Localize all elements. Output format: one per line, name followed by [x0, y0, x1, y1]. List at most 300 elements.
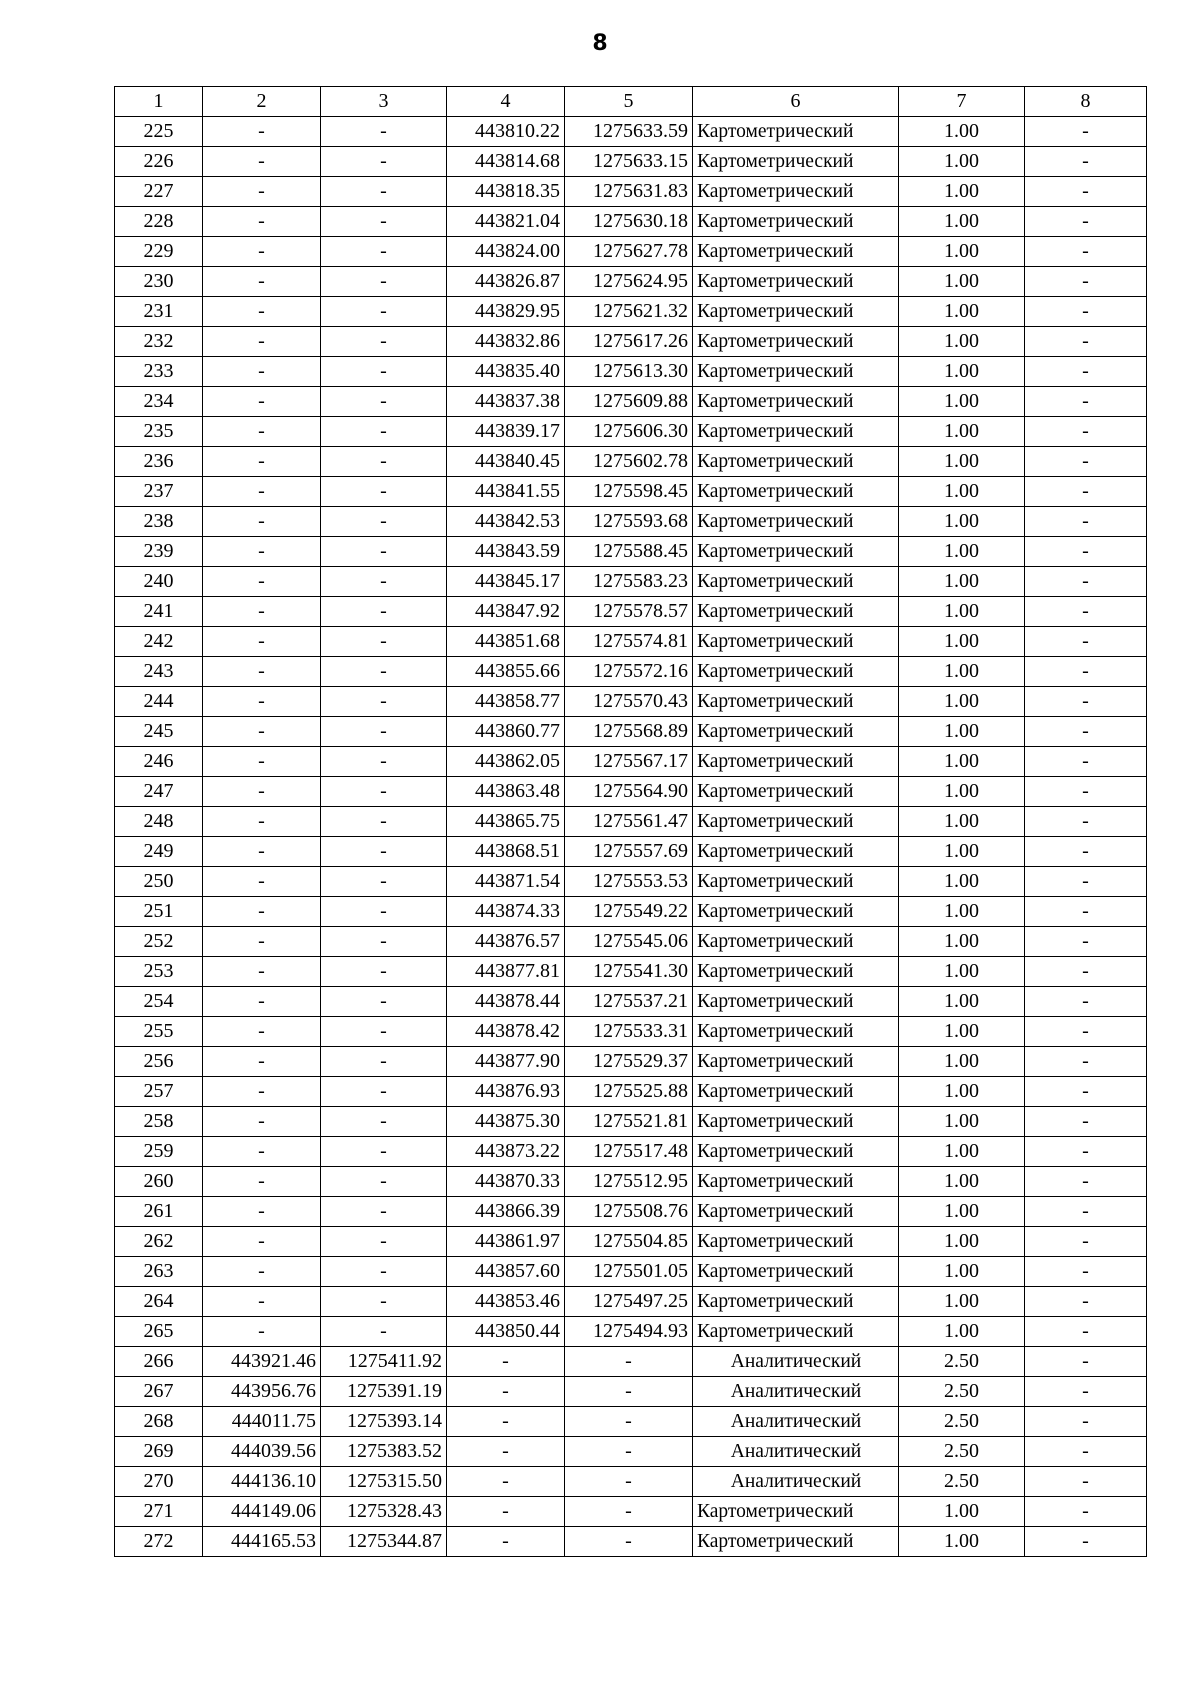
- cell-point-number: 232: [115, 327, 203, 357]
- header-row: [115, 87, 1147, 117]
- cell-note: -: [1025, 957, 1147, 987]
- cell-x-old: -: [203, 777, 321, 807]
- cell-accuracy: 1.00: [899, 837, 1025, 867]
- cell-y-new: 1275517.48: [565, 1137, 693, 1167]
- cell-method: Картометрический: [693, 627, 899, 657]
- cell-y-old: -: [321, 177, 447, 207]
- cell-point-number: 262: [115, 1227, 203, 1257]
- table-row: [115, 177, 1147, 207]
- cell-x-new: 443843.59: [447, 537, 565, 567]
- cell-point-number: 254: [115, 987, 203, 1017]
- cell-point-number: 234: [115, 387, 203, 417]
- table-row: [115, 1407, 1147, 1437]
- cell-y-old: -: [321, 1257, 447, 1287]
- cell-x-new: 443818.35: [447, 177, 565, 207]
- cell-x-old: -: [203, 357, 321, 387]
- cell-x-old: 444136.10: [203, 1467, 321, 1497]
- cell-y-new: 1275549.22: [565, 897, 693, 927]
- cell-x-new: -: [447, 1467, 565, 1497]
- cell-x-old: -: [203, 117, 321, 147]
- cell-y-old: -: [321, 117, 447, 147]
- cell-method: Аналитический: [693, 1407, 899, 1437]
- cell-y-old: -: [321, 507, 447, 537]
- cell-note: -: [1025, 1347, 1147, 1377]
- cell-method: Аналитический: [693, 1347, 899, 1377]
- cell-accuracy: 1.00: [899, 1497, 1025, 1527]
- cell-point-number: 243: [115, 657, 203, 687]
- cell-accuracy: 1.00: [899, 927, 1025, 957]
- cell-x-new: 443871.54: [447, 867, 565, 897]
- cell-accuracy: 1.00: [899, 1167, 1025, 1197]
- cell-y-new: -: [565, 1467, 693, 1497]
- cell-x-new: 443877.90: [447, 1047, 565, 1077]
- cell-x-new: 443845.17: [447, 567, 565, 597]
- cell-x-old: -: [203, 1017, 321, 1047]
- cell-point-number: 225: [115, 117, 203, 147]
- cell-y-new: -: [565, 1377, 693, 1407]
- cell-note: -: [1025, 1377, 1147, 1407]
- cell-y-new: 1275567.17: [565, 747, 693, 777]
- cell-y-new: 1275570.43: [565, 687, 693, 717]
- column-header: 6: [693, 87, 899, 117]
- cell-y-old: -: [321, 927, 447, 957]
- cell-point-number: 236: [115, 447, 203, 477]
- cell-point-number: 227: [115, 177, 203, 207]
- cell-x-old: -: [203, 1047, 321, 1077]
- column-header: 4: [447, 87, 565, 117]
- cell-y-old: -: [321, 987, 447, 1017]
- cell-point-number: 233: [115, 357, 203, 387]
- cell-point-number: 250: [115, 867, 203, 897]
- cell-y-old: -: [321, 447, 447, 477]
- cell-y-new: 1275533.31: [565, 1017, 693, 1047]
- cell-point-number: 251: [115, 897, 203, 927]
- table-row: [115, 1527, 1147, 1557]
- cell-x-new: -: [447, 1497, 565, 1527]
- column-header: 5: [565, 87, 693, 117]
- cell-x-new: 443875.30: [447, 1107, 565, 1137]
- table-row: [115, 147, 1147, 177]
- cell-x-old: -: [203, 627, 321, 657]
- cell-method: Картометрический: [693, 807, 899, 837]
- cell-x-old: -: [203, 1077, 321, 1107]
- cell-note: -: [1025, 1527, 1147, 1557]
- table-row: [115, 777, 1147, 807]
- cell-point-number: 267: [115, 1377, 203, 1407]
- page-number: 8: [592, 31, 608, 56]
- table-row: [115, 357, 1147, 387]
- table-row: [115, 657, 1147, 687]
- cell-y-old: -: [321, 897, 447, 927]
- cell-accuracy: 1.00: [899, 987, 1025, 1017]
- table-row: [115, 387, 1147, 417]
- cell-note: -: [1025, 507, 1147, 537]
- cell-x-old: -: [203, 747, 321, 777]
- cell-point-number: 237: [115, 477, 203, 507]
- cell-point-number: 253: [115, 957, 203, 987]
- cell-x-new: 443851.68: [447, 627, 565, 657]
- cell-x-old: -: [203, 297, 321, 327]
- cell-y-old: -: [321, 357, 447, 387]
- cell-x-old: -: [203, 1167, 321, 1197]
- cell-x-new: 443873.22: [447, 1137, 565, 1167]
- cell-x-old: 443921.46: [203, 1347, 321, 1377]
- cell-y-new: 1275574.81: [565, 627, 693, 657]
- table-row: [115, 957, 1147, 987]
- cell-x-new: 443837.38: [447, 387, 565, 417]
- cell-x-old: -: [203, 327, 321, 357]
- cell-accuracy: 1.00: [899, 777, 1025, 807]
- cell-y-old: -: [321, 597, 447, 627]
- cell-y-old: -: [321, 1077, 447, 1107]
- cell-x-new: 443810.22: [447, 117, 565, 147]
- cell-x-new: 443839.17: [447, 417, 565, 447]
- cell-y-old: -: [321, 1287, 447, 1317]
- cell-point-number: 264: [115, 1287, 203, 1317]
- cell-method: Картометрический: [693, 657, 899, 687]
- cell-point-number: 268: [115, 1407, 203, 1437]
- table-row: [115, 327, 1147, 357]
- cell-method: Картометрический: [693, 1197, 899, 1227]
- cell-note: -: [1025, 117, 1147, 147]
- cell-x-new: 443870.33: [447, 1167, 565, 1197]
- cell-x-new: -: [447, 1437, 565, 1467]
- cell-note: -: [1025, 747, 1147, 777]
- cell-accuracy: 1.00: [899, 327, 1025, 357]
- cell-point-number: 244: [115, 687, 203, 717]
- cell-x-new: 443835.40: [447, 357, 565, 387]
- cell-x-new: 443876.93: [447, 1077, 565, 1107]
- cell-method: Картометрический: [693, 357, 899, 387]
- cell-x-old: -: [203, 567, 321, 597]
- cell-method: Картометрический: [693, 597, 899, 627]
- cell-method: Картометрический: [693, 897, 899, 927]
- cell-method: Картометрический: [693, 1047, 899, 1077]
- cell-method: Картометрический: [693, 237, 899, 267]
- cell-y-old: -: [321, 267, 447, 297]
- cell-point-number: 226: [115, 147, 203, 177]
- cell-y-new: -: [565, 1527, 693, 1557]
- cell-point-number: 249: [115, 837, 203, 867]
- cell-accuracy: 2.50: [899, 1347, 1025, 1377]
- cell-y-old: -: [321, 867, 447, 897]
- cell-x-new: 443853.46: [447, 1287, 565, 1317]
- cell-y-old: -: [321, 807, 447, 837]
- cell-y-old: -: [321, 207, 447, 237]
- cell-y-new: -: [565, 1407, 693, 1437]
- cell-y-new: 1275497.25: [565, 1287, 693, 1317]
- cell-method: Картометрический: [693, 957, 899, 987]
- table-row: [115, 1497, 1147, 1527]
- cell-x-new: 443862.05: [447, 747, 565, 777]
- cell-accuracy: 1.00: [899, 1077, 1025, 1107]
- table-header: [115, 87, 1147, 117]
- column-header: 1: [115, 87, 203, 117]
- cell-accuracy: 2.50: [899, 1437, 1025, 1467]
- cell-x-old: 443956.76: [203, 1377, 321, 1407]
- cell-point-number: 238: [115, 507, 203, 537]
- cell-accuracy: 2.50: [899, 1377, 1025, 1407]
- cell-x-new: 443878.42: [447, 1017, 565, 1047]
- cell-method: Картометрический: [693, 267, 899, 297]
- table-row: [115, 297, 1147, 327]
- cell-y-old: 1275315.50: [321, 1467, 447, 1497]
- cell-x-old: -: [203, 927, 321, 957]
- cell-y-old: -: [321, 477, 447, 507]
- cell-y-old: -: [321, 837, 447, 867]
- cell-x-new: 443814.68: [447, 147, 565, 177]
- cell-y-new: 1275537.21: [565, 987, 693, 1017]
- table-row: [115, 1137, 1147, 1167]
- cell-y-old: 1275393.14: [321, 1407, 447, 1437]
- cell-point-number: 263: [115, 1257, 203, 1287]
- table-row: [115, 1377, 1147, 1407]
- cell-accuracy: 1.00: [899, 1137, 1025, 1167]
- cell-point-number: 248: [115, 807, 203, 837]
- cell-note: -: [1025, 1017, 1147, 1047]
- table-row: [115, 1107, 1147, 1137]
- cell-note: -: [1025, 1437, 1147, 1467]
- cell-accuracy: 1.00: [899, 1317, 1025, 1347]
- cell-method: Аналитический: [693, 1467, 899, 1497]
- cell-y-new: 1275529.37: [565, 1047, 693, 1077]
- cell-y-new: 1275627.78: [565, 237, 693, 267]
- cell-x-new: 443855.66: [447, 657, 565, 687]
- cell-note: -: [1025, 717, 1147, 747]
- cell-x-new: 443860.77: [447, 717, 565, 747]
- cell-accuracy: 1.00: [899, 687, 1025, 717]
- cell-accuracy: 1.00: [899, 507, 1025, 537]
- cell-note: -: [1025, 447, 1147, 477]
- cell-point-number: 242: [115, 627, 203, 657]
- cell-y-old: -: [321, 327, 447, 357]
- cell-point-number: 229: [115, 237, 203, 267]
- cell-note: -: [1025, 1497, 1147, 1527]
- table-row: [115, 117, 1147, 147]
- cell-accuracy: 1.00: [899, 447, 1025, 477]
- cell-y-old: -: [321, 1317, 447, 1347]
- table-row: [115, 1197, 1147, 1227]
- cell-y-new: 1275621.32: [565, 297, 693, 327]
- cell-accuracy: 1.00: [899, 807, 1025, 837]
- cell-x-old: -: [203, 267, 321, 297]
- cell-x-old: -: [203, 447, 321, 477]
- cell-accuracy: 1.00: [899, 147, 1025, 177]
- cell-method: Картометрический: [693, 537, 899, 567]
- table-row: [115, 267, 1147, 297]
- cell-accuracy: 2.50: [899, 1407, 1025, 1437]
- cell-method: Картометрический: [693, 927, 899, 957]
- cell-method: Картометрический: [693, 327, 899, 357]
- cell-y-new: 1275525.88: [565, 1077, 693, 1107]
- table-row: [115, 1317, 1147, 1347]
- cell-y-old: -: [321, 1137, 447, 1167]
- cell-x-old: -: [203, 477, 321, 507]
- cell-y-old: -: [321, 1227, 447, 1257]
- table-row: [115, 507, 1147, 537]
- cell-x-old: -: [203, 387, 321, 417]
- cell-accuracy: 1.00: [899, 387, 1025, 417]
- table-row: [115, 1437, 1147, 1467]
- cell-method: Картометрический: [693, 147, 899, 177]
- cell-method: Картометрический: [693, 567, 899, 597]
- cell-x-old: -: [203, 147, 321, 177]
- cell-x-new: 443866.39: [447, 1197, 565, 1227]
- cell-y-old: -: [321, 417, 447, 447]
- table-row: [115, 1467, 1147, 1497]
- cell-y-old: -: [321, 687, 447, 717]
- cell-y-old: -: [321, 627, 447, 657]
- table-row: [115, 447, 1147, 477]
- cell-y-new: 1275588.45: [565, 537, 693, 567]
- cell-note: -: [1025, 1047, 1147, 1077]
- cell-y-old: -: [321, 717, 447, 747]
- cell-x-old: -: [203, 1197, 321, 1227]
- cell-note: -: [1025, 357, 1147, 387]
- cell-method: Картометрический: [693, 1497, 899, 1527]
- cell-x-old: -: [203, 177, 321, 207]
- cell-note: -: [1025, 1077, 1147, 1107]
- cell-note: -: [1025, 1167, 1147, 1197]
- cell-method: Картометрический: [693, 1257, 899, 1287]
- cell-y-new: 1275598.45: [565, 477, 693, 507]
- table-row: [115, 717, 1147, 747]
- cell-y-new: 1275606.30: [565, 417, 693, 447]
- cell-method: Картометрический: [693, 387, 899, 417]
- cell-accuracy: 1.00: [899, 567, 1025, 597]
- cell-x-old: -: [203, 237, 321, 267]
- cell-y-new: 1275521.81: [565, 1107, 693, 1137]
- cell-accuracy: 1.00: [899, 897, 1025, 927]
- cell-note: -: [1025, 807, 1147, 837]
- cell-accuracy: 1.00: [899, 177, 1025, 207]
- table-row: [115, 237, 1147, 267]
- table-body: [115, 117, 1147, 1557]
- table-row: [115, 1167, 1147, 1197]
- cell-method: Картометрический: [693, 1527, 899, 1557]
- cell-method: Картометрический: [693, 177, 899, 207]
- cell-point-number: 247: [115, 777, 203, 807]
- cell-accuracy: 1.00: [899, 1047, 1025, 1077]
- cell-note: -: [1025, 1197, 1147, 1227]
- cell-y-new: 1275617.26: [565, 327, 693, 357]
- cell-point-number: 255: [115, 1017, 203, 1047]
- cell-note: -: [1025, 1107, 1147, 1137]
- cell-method: Картометрический: [693, 297, 899, 327]
- column-header: 2: [203, 87, 321, 117]
- cell-method: Картометрический: [693, 447, 899, 477]
- cell-note: -: [1025, 627, 1147, 657]
- cell-x-new: 443874.33: [447, 897, 565, 927]
- cell-point-number: 252: [115, 927, 203, 957]
- cell-accuracy: 1.00: [899, 717, 1025, 747]
- cell-note: -: [1025, 1467, 1147, 1497]
- cell-note: -: [1025, 927, 1147, 957]
- cell-note: -: [1025, 777, 1147, 807]
- cell-x-old: -: [203, 837, 321, 867]
- cell-x-new: 443878.44: [447, 987, 565, 1017]
- cell-accuracy: 1.00: [899, 1227, 1025, 1257]
- cell-y-old: -: [321, 1197, 447, 1227]
- cell-y-new: 1275633.15: [565, 147, 693, 177]
- cell-accuracy: 1.00: [899, 957, 1025, 987]
- cell-y-new: 1275561.47: [565, 807, 693, 837]
- cell-y-new: 1275631.83: [565, 177, 693, 207]
- cell-y-new: 1275602.78: [565, 447, 693, 477]
- cell-y-old: -: [321, 657, 447, 687]
- cell-x-new: 443829.95: [447, 297, 565, 327]
- cell-x-new: 443857.60: [447, 1257, 565, 1287]
- cell-y-new: 1275624.95: [565, 267, 693, 297]
- cell-y-old: -: [321, 537, 447, 567]
- cell-x-old: -: [203, 1257, 321, 1287]
- cell-note: -: [1025, 267, 1147, 297]
- cell-x-new: 443861.97: [447, 1227, 565, 1257]
- cell-y-new: 1275494.93: [565, 1317, 693, 1347]
- cell-y-new: 1275583.23: [565, 567, 693, 597]
- cell-note: -: [1025, 1317, 1147, 1347]
- cell-method: Картометрический: [693, 837, 899, 867]
- cell-y-old: -: [321, 387, 447, 417]
- cell-accuracy: 1.00: [899, 357, 1025, 387]
- cell-point-number: 231: [115, 297, 203, 327]
- table-row: [115, 1227, 1147, 1257]
- cell-x-new: 443865.75: [447, 807, 565, 837]
- cell-y-old: -: [321, 957, 447, 987]
- table-row: [115, 897, 1147, 927]
- cell-x-old: -: [203, 1317, 321, 1347]
- cell-x-old: -: [203, 807, 321, 837]
- cell-method: Картометрический: [693, 207, 899, 237]
- cell-point-number: 246: [115, 747, 203, 777]
- cell-accuracy: 1.00: [899, 747, 1025, 777]
- cell-x-old: -: [203, 507, 321, 537]
- cell-x-new: 443858.77: [447, 687, 565, 717]
- cell-point-number: 240: [115, 567, 203, 597]
- cell-accuracy: 1.00: [899, 1197, 1025, 1227]
- cell-y-new: 1275578.57: [565, 597, 693, 627]
- cell-method: Картометрический: [693, 1077, 899, 1107]
- cell-y-old: -: [321, 1047, 447, 1077]
- cell-point-number: 257: [115, 1077, 203, 1107]
- cell-x-old: -: [203, 897, 321, 927]
- cell-note: -: [1025, 537, 1147, 567]
- cell-method: Картометрический: [693, 1227, 899, 1257]
- cell-point-number: 269: [115, 1437, 203, 1467]
- cell-point-number: 270: [115, 1467, 203, 1497]
- cell-accuracy: 2.50: [899, 1467, 1025, 1497]
- cell-accuracy: 1.00: [899, 867, 1025, 897]
- cell-point-number: 239: [115, 537, 203, 567]
- cell-y-new: 1275501.05: [565, 1257, 693, 1287]
- cell-method: Картометрический: [693, 747, 899, 777]
- cell-method: Аналитический: [693, 1437, 899, 1467]
- cell-accuracy: 1.00: [899, 117, 1025, 147]
- cell-x-new: 443821.04: [447, 207, 565, 237]
- cell-y-old: -: [321, 1107, 447, 1137]
- cell-note: -: [1025, 1407, 1147, 1437]
- cell-accuracy: 1.00: [899, 477, 1025, 507]
- cell-note: -: [1025, 207, 1147, 237]
- cell-accuracy: 1.00: [899, 1017, 1025, 1047]
- cell-x-old: -: [203, 657, 321, 687]
- cell-note: -: [1025, 597, 1147, 627]
- cell-point-number: 256: [115, 1047, 203, 1077]
- cell-method: Картометрический: [693, 867, 899, 897]
- cell-x-new: 443868.51: [447, 837, 565, 867]
- cell-y-new: 1275572.16: [565, 657, 693, 687]
- cell-x-old: -: [203, 1287, 321, 1317]
